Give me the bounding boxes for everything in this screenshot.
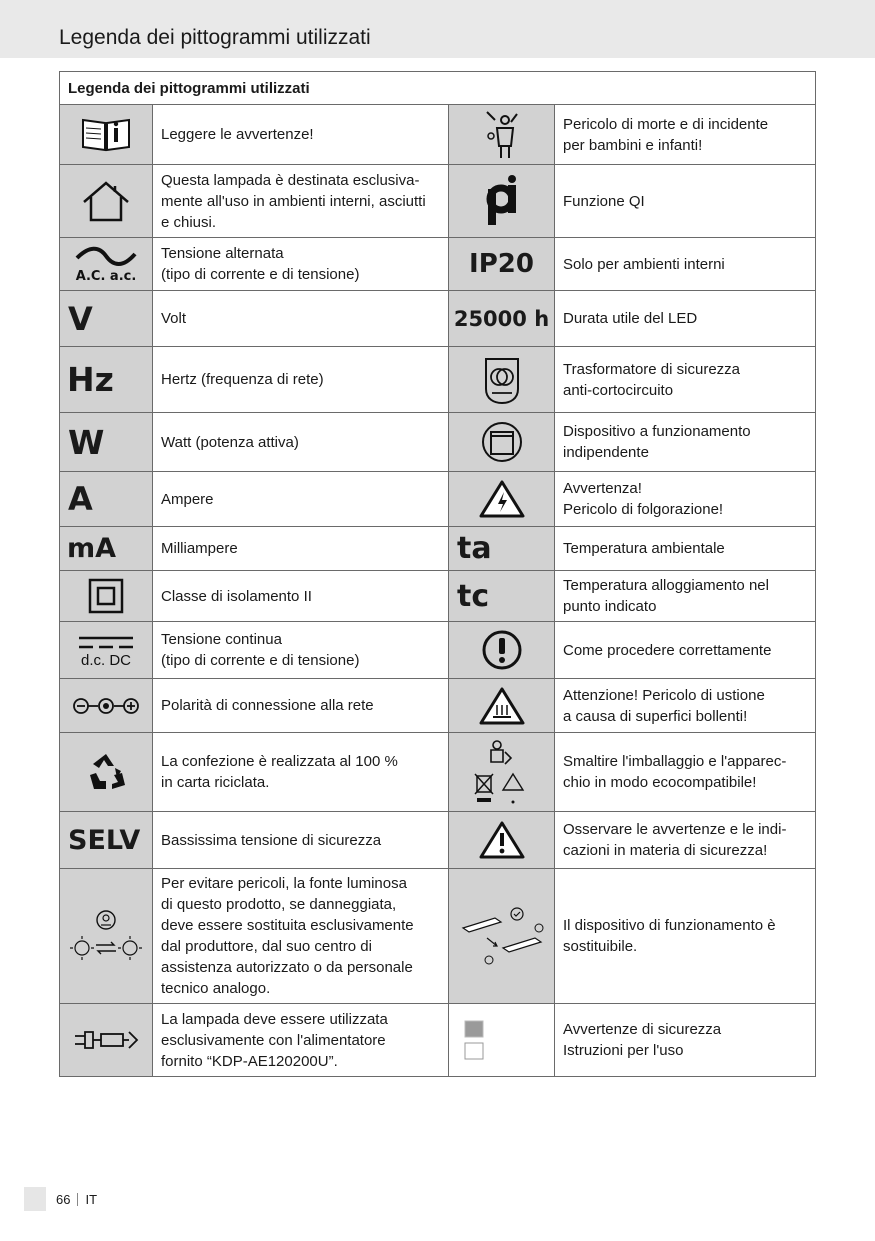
table-row xyxy=(60,1004,816,1077)
legend-text: Questa lampada è destinata esclusiva- mente all'uso in ambienti interni, asciutti e chiusi. xyxy=(153,165,449,238)
legend-text: La lampada deve essere utilizzata esclusivamente con l'alimentatore fornito “KDP-AE120200U”. xyxy=(153,1004,449,1077)
legend-text: Classe di isolamento II xyxy=(153,571,449,622)
independent-device-icon xyxy=(449,413,555,472)
legend-text: Pericolo di morte e di incidente per bambini e infanti! xyxy=(555,105,816,165)
legend-text: Osservare le avvertenze e le indi- cazioni in materia di sicurezza! xyxy=(555,812,816,869)
read-manual-icon xyxy=(60,105,153,165)
legend-text: Temperatura ambientale xyxy=(555,527,816,571)
footer-divider xyxy=(77,1193,78,1206)
volt-label: V xyxy=(68,299,93,338)
legend-text: Volt xyxy=(153,291,449,347)
legend-text: Durata utile del LED xyxy=(555,291,816,347)
legend-text: Tensione continua (tipo di corrente e di tensione) xyxy=(153,622,449,679)
legend-text: Avvertenze di sicurezza Istruzioni per l'uso xyxy=(555,1004,816,1077)
legend-text: Smaltire l'imballaggio e l'apparec- chio in modo ecocompatibile! xyxy=(555,733,816,812)
table-row xyxy=(60,165,816,238)
selv-icon xyxy=(60,812,153,869)
legend-text: Bassissima tensione di sicurezza xyxy=(153,812,449,869)
table-heading: Legenda dei pittogrammi utilizzati xyxy=(60,72,816,105)
legend-text: Dispositivo a funzionamento indipendente xyxy=(555,413,816,472)
ta-label: ta xyxy=(457,531,492,566)
legend-text: Tensione alternata (tipo di corrente e di tensione) xyxy=(153,238,449,291)
legend-text: Come procedere correttamente xyxy=(555,622,816,679)
manual-key-icon xyxy=(449,1004,555,1077)
safety-transformer-icon xyxy=(449,347,555,413)
page-title: Legenda dei pittogrammi utilizzati xyxy=(59,26,371,49)
milliampere-label: mA xyxy=(67,533,117,564)
hot-surface-warning-icon xyxy=(449,679,555,733)
table-row xyxy=(60,472,816,527)
table-row xyxy=(60,527,816,571)
table-row xyxy=(60,622,816,679)
legend-text: La confezione è realizzata al 100 % in carta riciclata. xyxy=(153,733,449,812)
dc-label: d.c. DC xyxy=(80,652,132,669)
house-icon xyxy=(60,165,153,238)
light-source-replacement-icon xyxy=(60,869,153,1004)
lifetime-label: 25000 h xyxy=(453,306,550,331)
replaceable-driver-icon xyxy=(449,869,555,1004)
ampere-label: A xyxy=(68,480,93,518)
table-row xyxy=(60,347,816,413)
table-row xyxy=(60,291,816,347)
disposal-icon xyxy=(449,733,555,812)
ampere-icon xyxy=(60,472,153,527)
page-number: 66 xyxy=(56,1192,71,1207)
legend-text: Trasformatore di sicurezza anti-cortocircuito xyxy=(555,347,816,413)
ambient-temperature-icon xyxy=(449,527,555,571)
volt-icon xyxy=(60,291,153,347)
legend-text: Per evitare pericoli, la fonte luminosa di questo prodotto, se danneggiata, deve essere sostituita esclusivamente dal produttore, dal suo centro di assistenza autorizzato o da personale tecnico analogo. xyxy=(153,869,449,1004)
table-row xyxy=(60,812,816,869)
direct-current-icon xyxy=(60,622,153,679)
legend-text: Watt (potenza attiva) xyxy=(153,413,449,472)
power-supply-icon xyxy=(60,1004,153,1077)
legend-text: Funzione QI xyxy=(555,165,816,238)
pictogram-legend-table xyxy=(59,71,816,1077)
page-footer xyxy=(56,1192,97,1207)
selv-label: SELV xyxy=(68,824,141,856)
legend-text: Il dispositivo di funzionamento è sostituibile. xyxy=(555,869,816,1004)
table-row xyxy=(60,679,816,733)
legend-text: Milliampere xyxy=(153,527,449,571)
legend-text: Polarità di connessione alla rete xyxy=(153,679,449,733)
table-row xyxy=(60,238,816,291)
footer-marker xyxy=(24,1187,46,1211)
legend-text: Temperatura alloggiamento nel punto indicato xyxy=(555,571,816,622)
watt-label: W xyxy=(68,422,105,462)
legend-text: Hertz (frequenza di rete) xyxy=(153,347,449,413)
table-row xyxy=(60,733,816,812)
hertz-icon xyxy=(60,347,153,413)
language-code: IT xyxy=(85,1192,98,1207)
ip20-icon xyxy=(449,238,555,291)
led-lifetime-icon xyxy=(449,291,555,347)
electric-shock-warning-icon xyxy=(449,472,555,527)
milliampere-icon xyxy=(60,527,153,571)
polarity-icon xyxy=(60,679,153,733)
legend-text: Ampere xyxy=(153,472,449,527)
exclamation-circle-icon xyxy=(449,622,555,679)
ac-label: A.C. a.c. xyxy=(75,269,137,284)
alternating-current-icon xyxy=(60,238,153,291)
table-row xyxy=(60,413,816,472)
legend-text: Leggere le avvertenze! xyxy=(153,105,449,165)
table-row xyxy=(60,105,816,165)
hertz-label: Hz xyxy=(67,360,114,399)
warning-triangle-icon xyxy=(449,812,555,869)
table-row xyxy=(60,869,816,1004)
ip20-label: IP20 xyxy=(469,249,534,279)
legend-text: Avvertenza! Pericolo di folgorazione! xyxy=(555,472,816,527)
legend-text: Attenzione! Pericolo di ustione a causa di superfici bollenti! xyxy=(555,679,816,733)
recycling-icon xyxy=(60,733,153,812)
housing-temperature-icon xyxy=(449,571,555,622)
child-danger-icon xyxy=(449,105,555,165)
qi-icon xyxy=(449,165,555,238)
table-row xyxy=(60,571,816,622)
legend-text: Solo per ambienti interni xyxy=(555,238,816,291)
insulation-class-ii-icon xyxy=(60,571,153,622)
watt-icon xyxy=(60,413,153,472)
tc-label: tc xyxy=(457,578,490,614)
page-header xyxy=(0,0,875,58)
